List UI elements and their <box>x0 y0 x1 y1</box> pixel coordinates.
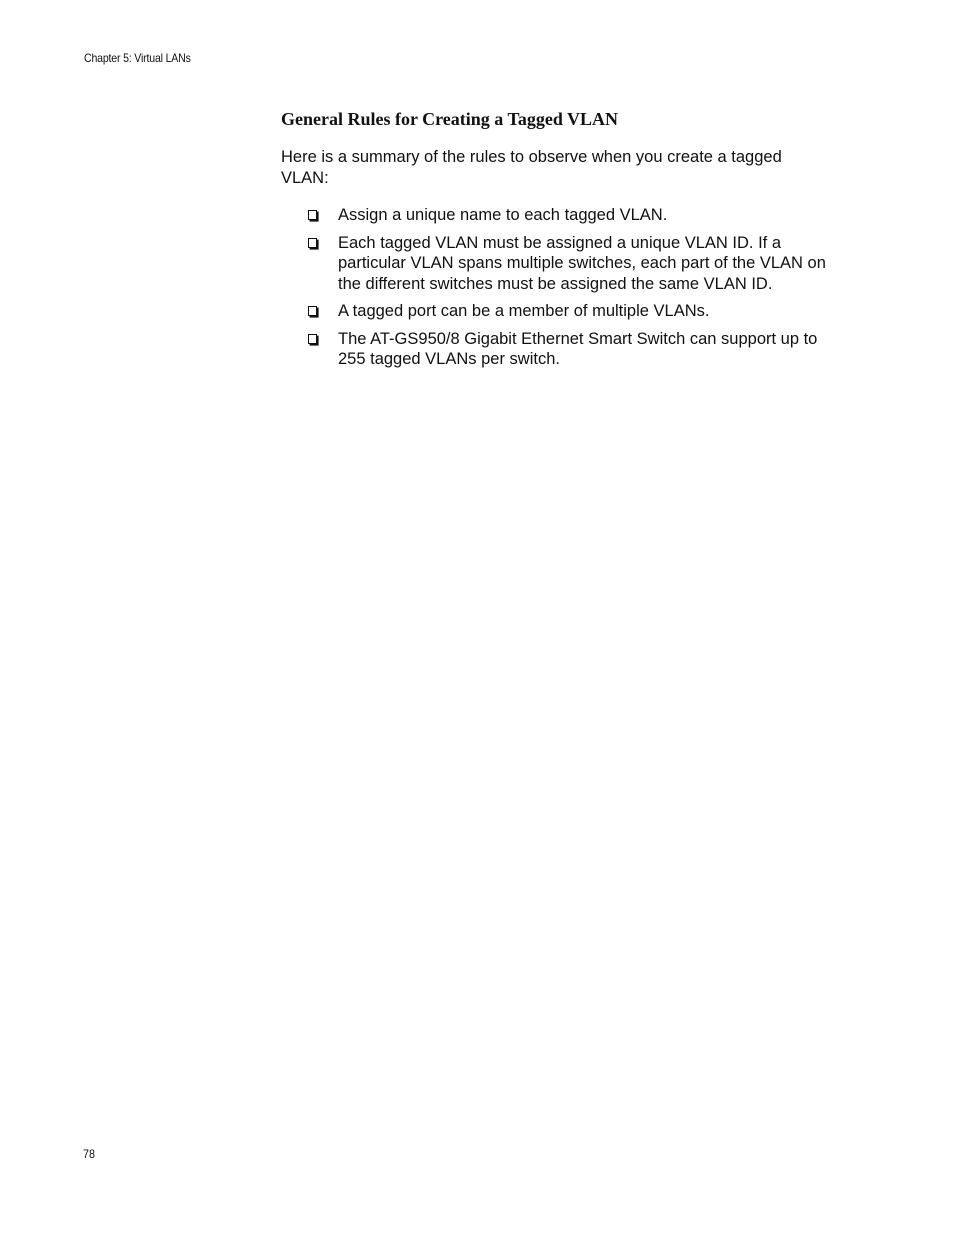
page-number: 78 <box>83 1147 96 1161</box>
section-heading: General Rules for Creating a Tagged VLAN <box>281 109 619 129</box>
list-item <box>308 329 848 370</box>
checkbox-bullet-icon <box>308 306 317 316</box>
list-item-text: The AT-GS950/8 Gigabit Ethernet Smart Switch can support up to 255 tagged VLANs per switch. <box>338 329 818 368</box>
intro-paragraph: Here is a summary of the rules to observe when you create a tagged VLAN: <box>281 148 782 187</box>
running-header: Chapter 5: Virtual LANs <box>84 51 191 65</box>
checkbox-bullet-icon <box>308 238 317 248</box>
rules-list <box>308 205 848 377</box>
list-item <box>308 233 848 295</box>
list-item-text: Each tagged VLAN must be assigned a unique VLAN ID. If a particular VLAN spans multiple switches, each part of the VLAN on the different switches must be assigned the same VLAN ID. <box>338 233 826 293</box>
list-item-text: A tagged port can be a member of multiple VLANs. <box>338 302 710 320</box>
list-item <box>308 301 848 322</box>
checkbox-bullet-icon <box>308 334 317 344</box>
checkbox-bullet-icon <box>308 210 317 220</box>
list-item <box>308 205 848 226</box>
list-item-text: Assign a unique name to each tagged VLAN. <box>338 206 668 224</box>
